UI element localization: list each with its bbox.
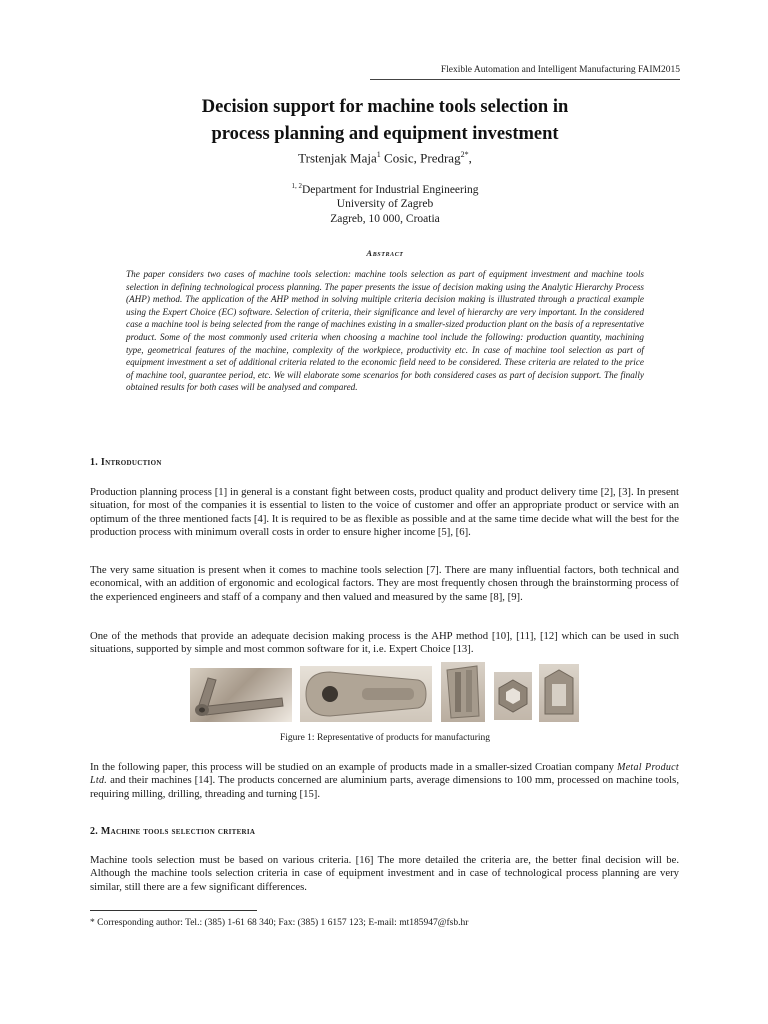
intro-paragraph-3: One of the methods that provide an adequate decision making process is the AHP method [10], [11], [12] which can be used in such situations, supported by simple and most common software for it, i.e. Expert Choice [13]. [90,630,679,656]
affiliation [90,179,680,226]
corresponding-author-footnote: * Corresponding author: Tel.: (385) 1-61 68 340; Fax: (385) 1 6157 123; E-mail: mt185947@fsb.hr [90,918,469,928]
product-photo-fitting [539,664,579,722]
company-name: Metal Product Ltd. [90,762,680,787]
product-photo-hex-nut [494,672,532,720]
running-head: Flexible Automation and Intelligent Manufacturing FAIM2015 [440,65,680,75]
intro-paragraph-4 [90,761,679,801]
affiliation-mark: 1, 2 [291,182,302,190]
header-rule [370,79,680,80]
intro-paragraph-1: Production planning process [1] in general is a constant fight between costs, product quality and product delivery time [2], [3]. In present situation, for most of the companies it is essential to listen to the voice of customer and offer an appropriate product or service with an optimum of the three mentioned facts [4]. It is required to be as flexible as possible and at the same time decide what will the best for the production process with minimum overall costs in order to ensure higher income [5], [6]. [90,486,679,539]
product-photo-bent-rod [190,668,292,722]
title-line-1: Decision support for machine tools selection in [201,97,569,117]
section-heading-criteria: 2. Machine tools selection criteria [90,826,256,837]
title-line-2: process planning and equipment investment [211,124,559,144]
author-2: Cosic, Predrag [384,150,461,166]
paper-title [90,94,680,148]
product-photo-lug [300,666,432,722]
criteria-paragraph-1: Machine tools selection must be based on various criteria. [16] The more detailed the criteria are, the better final decision will be. Although the machine tools selection criteria in case of equipment investment and in case of technological process planning are very similar, still there are a few significant differences. [90,854,679,893]
intro-paragraph-2: The very same situation is present when it comes to machine tools selection [7]. There are many influential factors, both technical and economical, with an addition of ergonomic and ecological factors. They are most frequently chosen through the brainstorming process of the experienced engineers and staff of a company and then valued and measured by the same [8], [9]. [90,564,679,603]
figure-1-caption: Figure 1: Representative of products for manufacturing [280,733,490,743]
author-list [90,150,680,166]
abstract-text: The paper considers two cases of machine tools selection: machine tools selection as part of equipment investment and machine tools selection in defining technological process planning. The paper presents the issue of decision making using the Analytic Hierarchy Process (AHP) method. The application of the AHP method in solving multiple criteria decision making is illustrated through a practical example using the Expert Choice (EC) software. Selection of criteria, their significance and level of hierarchy are very important. In the considered case a machine tool is being selected from the range of machines existing in a smaller-sized production plant on the basis of a representative product. Some of the most commonly used criteria when choosing a machine tool include the following: production quantity, machining type, geometrical features of the machine, complexity of the workpiece, productivity etc. In case of machine tool selection as part of equipment investment a set of additional criteria related to the economic field need to be considered. These criteria are related to the price of machine tool, guarantee period, etc. We will elaborate some scenarios for both considered cases as part of decision support. The finally obtained results for both cases will be analysed and compared. [126,269,644,393]
footnote-rule [90,910,257,911]
author-1: Trstenjak Maja [298,150,377,166]
product-photo-bracket [441,662,485,722]
affiliation-city: Zagreb, 10 000, Croatia [330,212,440,225]
intro-p4-before: In the following paper, this process will be studied on an example of products made in a smaller-sized Croatian company [90,761,618,773]
affiliation-university: University of Zagreb [336,198,434,211]
section-heading-introduction: 1. Introduction [90,457,162,468]
affiliation-department: Department for Industrial Engineering [301,183,479,196]
intro-p4-after: and their machines [14]. The products concerned are aluminium parts, average dimensions to 100 mm, processed on machine tools, requiring milling, drilling, threading and turning [15]. [90,774,679,800]
author-1-affil-mark: 1 [376,150,381,159]
abstract-heading: Abstract [366,248,404,258]
author-trailing: , [468,150,472,166]
author-2-affil-mark: 2* [460,150,469,159]
figure-1-images [0,662,768,724]
